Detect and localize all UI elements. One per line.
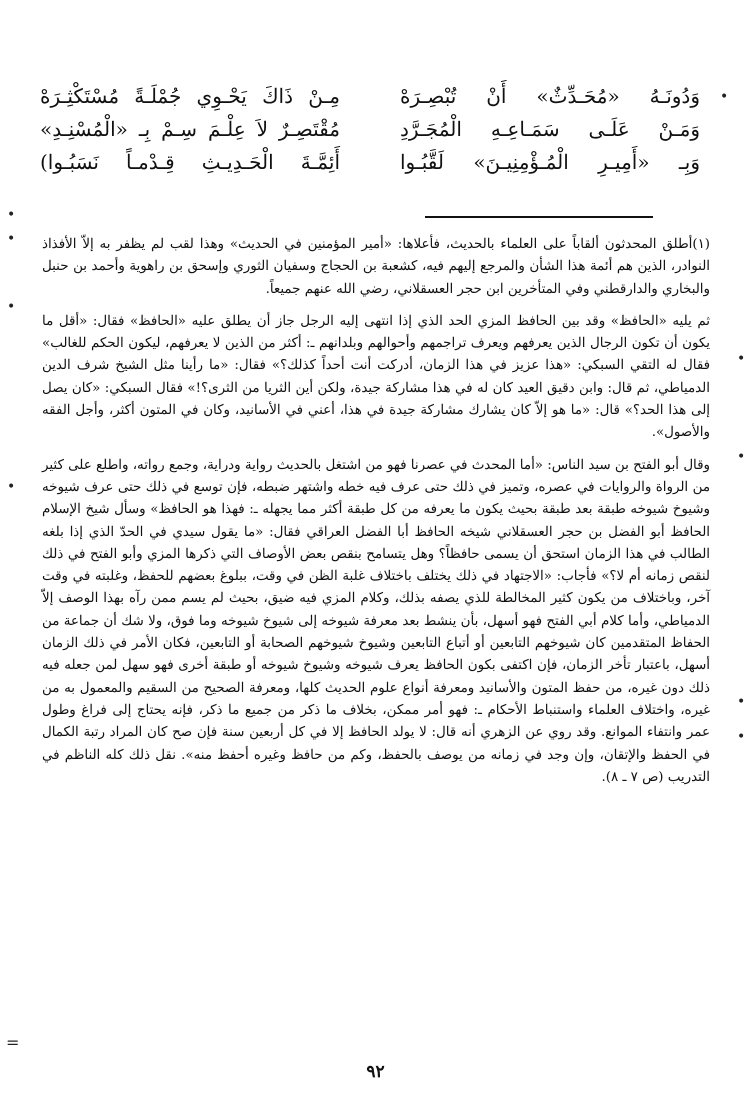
margin-dot-mark: •	[737, 694, 746, 710]
footnote-separator	[425, 216, 653, 218]
margin-dot-mark: •	[7, 207, 16, 223]
poem	[40, 80, 700, 179]
margin-dot-mark: •	[737, 449, 746, 465]
poem-hemistich-right: وَمَـنْ عَلَـى سَمَـاعِـهِ الْمُجَـرَّدِ	[400, 117, 700, 141]
page-number: ٩٢	[366, 1062, 385, 1082]
margin-dot-mark: •	[7, 299, 16, 315]
poem-verse	[40, 146, 700, 179]
poem-hemistich-right: وَبِـ «أَمِيـرِ الْمُـؤْمِنِيـنَ» لَقَّبُـوا	[400, 150, 700, 174]
poem-hemistich-left: مُقْتَصِـرٌ لاَ عِلْـمَ سِـمْ بِـ «الْمُسْنِـدِ»	[40, 117, 340, 141]
paragraph: وقال أبو الفتح بن سيد الناس: «أما المحدث في عصرنا فهو من اشتغل بالحديث رواية ودراية، وجمع رواته، واطلع على كثير من الرواة والروايات في عصره، وتميز في ذلك حتى عرف فيه خطه واشتهر ضبطه، فإن توسع في ذلك حتى عرف شيوخه وشيوخ شيوخه طبقة بعد طبقة بحيث يكون ما يعرفه من كل طبقة أكثر مما يجهله ـ: فهذا هو الحافظ» وسأل شيخ الإسلام الحافظ أبو الفضل بن حجر العسقلاني شيخه الحافظ أبا الفضل العراقي فقال: «ما يقول سيدي في الحدّ الذي إذا بلغه الطالب في هذا الزمان استحق أن يسمى حافظاً؟ وهل يتسامح بنقص بعض الأوصاف التي ذكرها المزي وأبو الفتح في ذلك لنقص زمانه أم لا؟» فأجاب: «الاجتهاد في ذلك يختلف باختلاف غلبة الظن في وقت، ببلوغ بعضهم للحفظ، وغلبته في وقت آخر، وباختلاف من يكون كثير المخالطة للذي يصفه بذلك، وكلام المزي فيه ضيق، بحيث لم يسم ممن رآه بهذا الوصف إلاّ الدمياطي، وأما كلام أبي الفتح فهو أسهل، بأن ينشط بعد معرفة شيوخه إلى شيوخ شيوخه وما فوق، ولا شك أن جماعة من الحفاظ المتقدمين كان شيوخهم التابعين أو أتباع التابعين وشيوخ شيوخهم الصحابة أو التابعين، فكان الأمر في ذلك الزمان أسهل، باعتبار تأخر الزمان، فإن اكتفى بكون الحافظ يعرف شيوخه وشيوخ شيوخه أو طبقة أخرى فهو سهل لمن جعله فيه ذلك دون غيره، من حفظ المتون والأسانيد ومعرفة أنواع علوم الحديث كلها، ومعرفة الصحيح من السقيم والمعمول به من غيره، واختلاف العلماء واستنباط الأحكام ـ: فهو أمر ممكن، بخلاف ما ذكر من جميع ما ذكر، فإنه يحتاج إلى فراغ وطول عمر وانتفاء الموانع. وقد روي عن الزهري أنه قال: لا يولد الحافظ إلا في كل أربعين سنة فإن صح كان المراد رتبة الكمال في الحفظ والإتقان، وإن وجد في زمانه من يوصف بالحفظ، وكم من حافظ وغيره أحفظ منه». نقل ذلك كله الناظم في التدريب (ص ٧ ـ ٨).	[42, 457, 710, 785]
margin-dot-mark: •	[737, 729, 746, 745]
paragraph: ثم يليه «الحافظ» وقد بين الحافظ المزي الحد الذي إذا انتهى إليه الرجل جاز أن يطلق عليه «الحافظ» فقال: «أقل ما يكون أن تكون الرجال الذين يعرفهم ويعرف تراجمهم وأحوالهم وبلدانهم ـ: أكثر من الذين لا يعرفهم، ليكون الحكم للغالب» فقال له التقي السبكي: «هذا عزيز في هذا الزمان، أدركت أنت أحداً كذلك؟» فقال: «ما رأينا مثل الشيخ شرف الدين الدمياطي، ثم قال: وابن دقيق العيد كان له في هذا مشاركة جيدة، ولكن أين الثريا من الثرى؟!» فقال السبكي: «كان يصل إلى هذا الحد؟» قال: «ما هو إلاّ كان يشارك مشاركة جيدة في هذا، أعني في الأسانيد، وكان في المتون أكثر، وأجل الفقه والأصول».	[42, 313, 710, 441]
poem-hemistich-left: أَئِمَّـةَ الْحَـدِيـثِ قِـدْمـاً نَسَبُـوا)	[40, 150, 340, 174]
poem-hemistich-right: وَدُونَـهُ «مُحَـدِّثٌ» أَنْ تُبْصِـرَهْ	[400, 84, 700, 108]
footnote-body	[42, 234, 710, 789]
poem-verse	[40, 113, 700, 146]
margin-equals-mark: =	[6, 1033, 20, 1052]
poem-verse	[40, 80, 700, 113]
paragraph: (١)أطلق المحدثون ألقاباً على العلماء بالحديث، فأعلاها: «أمير المؤمنين في الحديث» وهذا لقب لم يظفر به إلاّ الأفذاذ النوادر، الذين هم أئمة هذا الشأن والمرجع إليهم فيه، كشعبة بن الحجاج وسفيان الثوري وإسحق بن راهوية وأحمد بن حنبل والبخاري والدارقطني وفي المتأخرين ابن حجر العسقلاني، رضي الله عنهم جميعاً.	[42, 237, 710, 297]
poem-hemistich-left: مِـنْ ذَاكَ يَحْـوِي جُمْلَـةً مُسْتَكْثِـرَهْ	[40, 84, 340, 108]
margin-dot-mark: •	[7, 479, 16, 495]
margin-dot-mark: •	[7, 231, 16, 247]
margin-dot-mark: •	[737, 351, 746, 367]
margin-dot-mark: •	[720, 89, 729, 105]
